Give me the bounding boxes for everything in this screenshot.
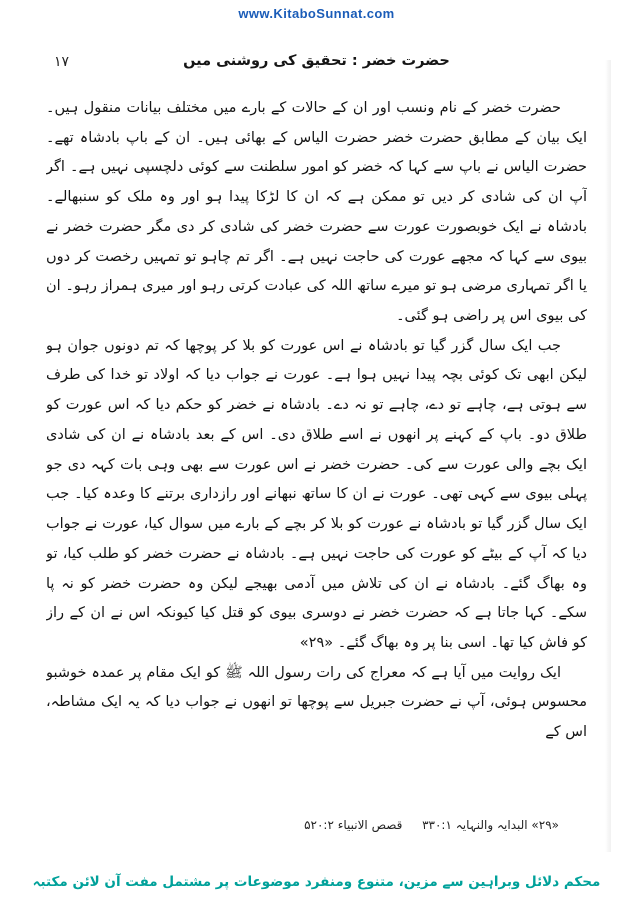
body-text — [46, 94, 587, 794]
site-tagline-watermark: محکم دلائل وبراہین سے مزین، متنوع ومنفرد موضوعات پر مشتمل مفت آن لائن مکتبہ — [32, 874, 601, 890]
scanned-book-page — [46, 44, 587, 836]
page-header — [46, 44, 587, 86]
footnote-reference: «۲۹» البدایہ والنہایہ ۳۳۰:۱ قصص الانبیاء ۵۲۰:۲ — [304, 818, 559, 832]
website-url-watermark: www.KitaboSunnat.com — [238, 6, 395, 21]
body-paragraph-2: جب ایک سال گزر گیا تو بادشاہ نے اس عورت کو بلا کر پوچھا کہ تم دونوں جوان ہو لیکن ابھی تک کوئی بچہ پیدا نہیں ہوا ہے۔ عورت نے جواب دیا کہ اولاد تو خدا کی طرف سے ہوتی ہے، چاہے تو دے، چاہے تو نہ دے۔ بادشاہ نے خضر کو حکم دیا کہ اس عورت کو طلاق دو۔ باپ کے کہنے پر انھوں نے اسے طلاق دی۔ اس کے بعد بادشاہ نے ان کی شادی ایک بچے والی عورت سے کی۔ حضرت خضر نے اس عورت سے بھی وہی بات کہہ دی جو پہلی بیوی سے کہی تھی۔ عورت نے ان کا ساتھ نبھانے اور رازداری برتنے کا وعدہ کیا۔ جب ایک سال گزر گیا تو بادشاہ نے عورت کو بلا کر بچے کے بارے میں سوال کیا، عورت نے جواب دیا کہ آپ کے بیٹے کو عورت کی حاجت نہیں ہے۔ بادشاہ نے حضرت خضر کو طلب کیا، تو وہ بھاگ گئے۔ بادشاہ نے ان کی تلاش میں آدمی بھیجے لیکن وہ حضرت خضر کو نہ پا سکے۔ کہا جاتا ہے کہ حضرت خضر نے دوسری بیوی کو قتل کیا کیونکہ اس نے ان کے راز کو فاش کیا تھا۔ اسی بنا پر وہ بھاگ گئے۔ «۲۹» — [46, 337, 587, 651]
page-number: ۱۷ — [54, 54, 70, 70]
page-edge-shadow — [605, 60, 611, 852]
running-title: حضرت خضر : تحقیق کی روشنی میں — [183, 53, 450, 69]
body-paragraph-3: ایک روایت میں آیا ہے کہ معراج کی رات رسول اللہ ﷺ کو ایک مقام پر عمدہ خوشبو محسوس ہوئی، آپ نے حضرت جبریل سے پوچھا تو انھوں نے جواب دیا کہ یہ ایک مشاطہ، اس کے — [46, 664, 587, 741]
body-paragraph-1: حضرت خضر کے نام ونسب اور ان کے حالات کے بارے میں مختلف بیانات منقول ہیں۔ ایک بیان کے مطابق حضرت خضر حضرت الیاس کے بھائی ہیں۔ ان کے باپ بادشاہ تھے۔ حضرت الیاس نے باپ سے کہا کہ خضر کو امور سلطنت سے کوئی دلچسپی نہیں ہے۔ اگر آپ ان کی شادی کر دیں تو ممکن ہے کہ ان کا لڑکا پیدا ہو اور وہ ملک کو سنبھالے۔ بادشاہ نے ایک خوبصورت عورت سے حضرت خضر کی شادی کر دی مگر حضرت خضر نے بیوی سے کہا کہ مجھے عورت کی حاجت نہیں ہے۔ اگر تم چاہو تو تمہیں رخصت کر دوں یا اگر تمہاری مرضی ہو تو میرے ساتھ اللہ کی عبادت کرتی رہو اور میری ہمراز رہو۔ ان کی بیوی اس پر راضی ہو گئی۔ — [46, 100, 587, 325]
